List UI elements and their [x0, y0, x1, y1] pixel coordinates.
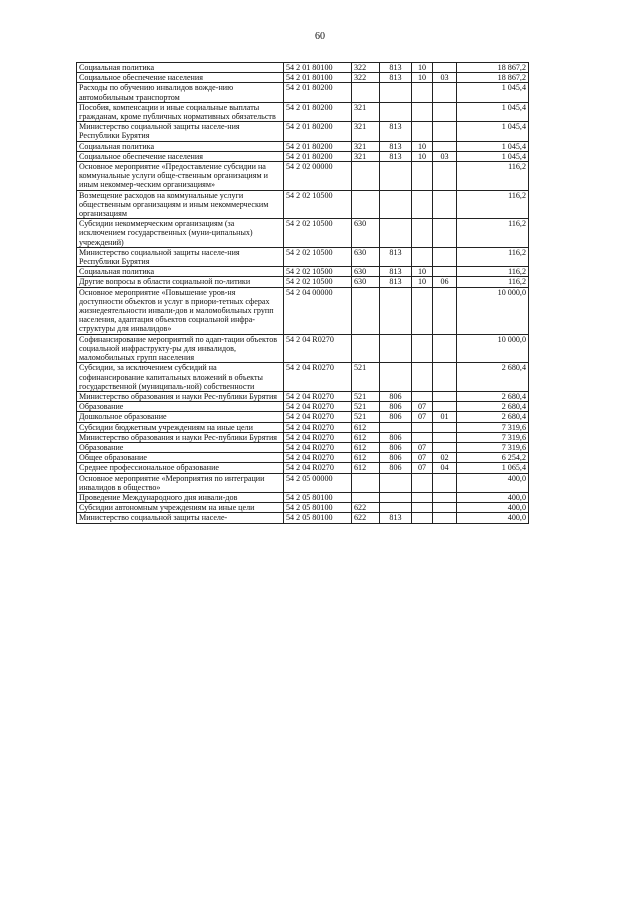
amount-cell: 400,0	[457, 492, 529, 502]
target-article-code-cell: 54 2 04 R0270	[284, 363, 352, 392]
expense-type-code-cell: 612	[352, 453, 380, 463]
target-article-code-cell: 54 2 05 80100	[284, 503, 352, 513]
section-code-cell: 07	[412, 402, 433, 412]
section-code-cell	[412, 503, 433, 513]
section-code-cell	[412, 492, 433, 502]
subsection-code-cell	[433, 63, 457, 73]
expense-type-code-cell: 322	[352, 63, 380, 73]
table-row	[77, 219, 529, 248]
section-code-cell	[412, 513, 433, 523]
amount-cell: 116,2	[457, 162, 529, 191]
table-row	[77, 391, 529, 401]
budget-table	[76, 62, 529, 524]
section-code-cell: 10	[412, 267, 433, 277]
subsection-code-cell	[433, 190, 457, 219]
section-code-cell: 10	[412, 63, 433, 73]
row-name-cell: Проведение Международного дня инвали-дов	[77, 492, 284, 502]
expense-type-code-cell	[352, 492, 380, 502]
target-article-code-cell: 54 2 04 00000	[284, 287, 352, 334]
subsection-code-cell	[433, 422, 457, 432]
target-article-code-cell: 54 2 01 80200	[284, 122, 352, 141]
expense-type-code-cell: 630	[352, 219, 380, 248]
row-name-cell: Пособия, компенсации и иные социальные выплаты гражданам, кроме публичных нормативных обязательств	[77, 102, 284, 121]
subsection-code-cell: 04	[433, 463, 457, 473]
row-name-cell: Субсидии, за исключением субсидий на софинансирование капитальных вложений в объекты государственной (муниципаль-ной) собственности	[77, 363, 284, 392]
section-code-cell: 07	[412, 442, 433, 452]
ministry-code-cell: 813	[380, 122, 412, 141]
ministry-code-cell: 813	[380, 73, 412, 83]
target-article-code-cell: 54 2 04 R0270	[284, 402, 352, 412]
ministry-code-cell	[380, 503, 412, 513]
row-name-cell: Министерство социальной защиты населе-	[77, 513, 284, 523]
amount-cell: 7 319,6	[457, 442, 529, 452]
ministry-code-cell	[380, 287, 412, 334]
expense-type-code-cell: 321	[352, 141, 380, 151]
section-code-cell: 07	[412, 453, 433, 463]
row-name-cell: Министерство образования и науки Рес-публики Бурятия	[77, 391, 284, 401]
expense-type-code-cell: 630	[352, 247, 380, 266]
amount-cell: 10 000,0	[457, 287, 529, 334]
amount-cell: 116,2	[457, 219, 529, 248]
section-code-cell	[412, 363, 433, 392]
subsection-code-cell	[433, 503, 457, 513]
row-name-cell: Другие вопросы в области социальной по-литики	[77, 277, 284, 287]
table-row	[77, 63, 529, 73]
amount-cell: 1 045,4	[457, 102, 529, 121]
row-name-cell: Социальная политика	[77, 267, 284, 277]
row-name-cell: Субсидии бюджетным учреждениям на иные цели	[77, 422, 284, 432]
target-article-code-cell: 54 2 04 R0270	[284, 391, 352, 401]
expense-type-code-cell: 630	[352, 267, 380, 277]
row-name-cell: Министерство социальной защиты населе-ния Республики Бурятия	[77, 247, 284, 266]
subsection-code-cell	[433, 267, 457, 277]
amount-cell: 7 319,6	[457, 432, 529, 442]
amount-cell: 1 065,4	[457, 463, 529, 473]
ministry-code-cell: 806	[380, 442, 412, 452]
amount-cell: 400,0	[457, 473, 529, 492]
ministry-code-cell: 813	[380, 277, 412, 287]
expense-type-code-cell: 612	[352, 422, 380, 432]
expense-type-code-cell: 612	[352, 442, 380, 452]
table-row	[77, 503, 529, 513]
amount-cell: 116,2	[457, 190, 529, 219]
ministry-code-cell: 813	[380, 513, 412, 523]
section-code-cell	[412, 102, 433, 121]
table-row	[77, 122, 529, 141]
table-row	[77, 190, 529, 219]
section-code-cell	[412, 83, 433, 102]
section-code-cell: 10	[412, 73, 433, 83]
subsection-code-cell	[433, 363, 457, 392]
table-row	[77, 267, 529, 277]
target-article-code-cell: 54 2 04 R0270	[284, 453, 352, 463]
target-article-code-cell: 54 2 01 80200	[284, 151, 352, 161]
amount-cell: 1 045,4	[457, 151, 529, 161]
row-name-cell: Социальная политика	[77, 141, 284, 151]
expense-type-code-cell: 630	[352, 277, 380, 287]
subsection-code-cell	[433, 334, 457, 363]
target-article-code-cell: 54 2 02 10500	[284, 267, 352, 277]
target-article-code-cell: 54 2 04 R0270	[284, 334, 352, 363]
ministry-code-cell: 813	[380, 141, 412, 151]
target-article-code-cell: 54 2 02 10500	[284, 219, 352, 248]
target-article-code-cell: 54 2 05 80100	[284, 492, 352, 502]
table-row	[77, 463, 529, 473]
row-name-cell: Возмещение расходов на коммунальные услуги общественным организациям и иным некоммерческим организациям	[77, 190, 284, 219]
target-article-code-cell: 54 2 01 80200	[284, 102, 352, 121]
expense-type-code-cell	[352, 83, 380, 102]
ministry-code-cell	[380, 473, 412, 492]
subsection-code-cell	[433, 162, 457, 191]
section-code-cell	[412, 190, 433, 219]
ministry-code-cell	[380, 422, 412, 432]
row-name-cell: Образование	[77, 402, 284, 412]
row-name-cell: Основное мероприятие «Повышение уров-ня доступности объектов и услуг в приори-тетных сферах жизнедеятельности инвали-дов и маломобильных групп населения, адаптация объектов социальной инфра-структуры для инвалидов»	[77, 287, 284, 334]
subsection-code-cell	[433, 102, 457, 121]
section-code-cell	[412, 287, 433, 334]
target-article-code-cell: 54 2 01 80200	[284, 83, 352, 102]
table-row	[77, 287, 529, 334]
subsection-code-cell	[433, 473, 457, 492]
row-name-cell: Расходы по обучению инвалидов вожде-нию автомобильным транспортом	[77, 83, 284, 102]
subsection-code-cell: 02	[433, 453, 457, 463]
row-name-cell: Социальное обеспечение населения	[77, 73, 284, 83]
section-code-cell: 07	[412, 463, 433, 473]
ministry-code-cell: 813	[380, 267, 412, 277]
ministry-code-cell: 813	[380, 63, 412, 73]
table-row	[77, 102, 529, 121]
section-code-cell: 10	[412, 141, 433, 151]
target-article-code-cell: 54 2 02 10500	[284, 247, 352, 266]
row-name-cell: Среднее профессиональное образование	[77, 463, 284, 473]
table-row	[77, 83, 529, 102]
section-code-cell	[412, 247, 433, 266]
row-name-cell: Социальное обеспечение населения	[77, 151, 284, 161]
amount-cell: 1 045,4	[457, 122, 529, 141]
amount-cell: 18 867,2	[457, 63, 529, 73]
table-row	[77, 162, 529, 191]
subsection-code-cell	[433, 83, 457, 102]
expense-type-code-cell	[352, 473, 380, 492]
row-name-cell: Министерство образования и науки Рес-публики Бурятия	[77, 432, 284, 442]
subsection-code-cell: 03	[433, 73, 457, 83]
ministry-code-cell	[380, 363, 412, 392]
target-article-code-cell: 54 2 05 00000	[284, 473, 352, 492]
section-code-cell	[412, 122, 433, 141]
subsection-code-cell	[433, 492, 457, 502]
expense-type-code-cell	[352, 190, 380, 219]
subsection-code-cell	[433, 122, 457, 141]
expense-type-code-cell: 622	[352, 513, 380, 523]
ministry-code-cell	[380, 334, 412, 363]
page-number: 60	[315, 31, 325, 42]
row-name-cell: Софинансирование мероприятий по адап-тации объектов социальной инфраструкту-ры для инвалидов, маломобильных групп населения	[77, 334, 284, 363]
row-name-cell: Общее образование	[77, 453, 284, 463]
target-article-code-cell: 54 2 04 R0270	[284, 422, 352, 432]
table-row	[77, 473, 529, 492]
subsection-code-cell	[433, 432, 457, 442]
target-article-code-cell: 54 2 02 10500	[284, 190, 352, 219]
expense-type-code-cell: 612	[352, 432, 380, 442]
target-article-code-cell: 54 2 01 80200	[284, 141, 352, 151]
section-code-cell	[412, 334, 433, 363]
subsection-code-cell: 03	[433, 151, 457, 161]
target-article-code-cell: 54 2 02 10500	[284, 277, 352, 287]
expense-type-code-cell: 321	[352, 151, 380, 161]
expense-type-code-cell: 521	[352, 363, 380, 392]
expense-type-code-cell	[352, 287, 380, 334]
section-code-cell	[412, 422, 433, 432]
amount-cell: 1 045,4	[457, 141, 529, 151]
subsection-code-cell	[433, 141, 457, 151]
amount-cell: 6 254,2	[457, 453, 529, 463]
row-name-cell: Основное мероприятие «Мероприятия по интеграции инвалидов в общество»	[77, 473, 284, 492]
expense-type-code-cell: 321	[352, 102, 380, 121]
target-article-code-cell: 54 2 01 80100	[284, 73, 352, 83]
ministry-code-cell: 806	[380, 412, 412, 422]
expense-type-code-cell: 521	[352, 402, 380, 412]
section-code-cell: 07	[412, 412, 433, 422]
expense-type-code-cell: 612	[352, 463, 380, 473]
section-code-cell	[412, 391, 433, 401]
table-row	[77, 402, 529, 412]
budget-table-body	[77, 63, 529, 524]
table-row	[77, 247, 529, 266]
ministry-code-cell	[380, 83, 412, 102]
expense-type-code-cell: 622	[352, 503, 380, 513]
ministry-code-cell: 806	[380, 391, 412, 401]
row-name-cell: Социальная политика	[77, 63, 284, 73]
section-code-cell	[412, 162, 433, 191]
expense-type-code-cell: 521	[352, 391, 380, 401]
table-row	[77, 141, 529, 151]
section-code-cell	[412, 432, 433, 442]
section-code-cell: 10	[412, 277, 433, 287]
subsection-code-cell	[433, 402, 457, 412]
amount-cell: 7 319,6	[457, 422, 529, 432]
ministry-code-cell	[380, 162, 412, 191]
amount-cell: 116,2	[457, 267, 529, 277]
row-name-cell: Основное мероприятие «Предоставление субсидии на коммунальные услуги обще-ственным организациям и иным некоммер-ческим организациям»	[77, 162, 284, 191]
target-article-code-cell: 54 2 02 00000	[284, 162, 352, 191]
amount-cell: 400,0	[457, 503, 529, 513]
target-article-code-cell: 54 2 04 R0270	[284, 432, 352, 442]
amount-cell: 116,2	[457, 277, 529, 287]
ministry-code-cell	[380, 219, 412, 248]
table-row	[77, 422, 529, 432]
target-article-code-cell: 54 2 05 80100	[284, 513, 352, 523]
row-name-cell: Образование	[77, 442, 284, 452]
ministry-code-cell: 806	[380, 432, 412, 442]
ministry-code-cell: 806	[380, 402, 412, 412]
table-row	[77, 412, 529, 422]
amount-cell: 1 045,4	[457, 83, 529, 102]
table-row	[77, 334, 529, 363]
expense-type-code-cell: 321	[352, 122, 380, 141]
table-row	[77, 442, 529, 452]
ministry-code-cell: 813	[380, 247, 412, 266]
target-article-code-cell: 54 2 01 80100	[284, 63, 352, 73]
row-name-cell: Субсидии некоммерческим организациям (за исключением государственных (муни-ципальных) учреждений)	[77, 219, 284, 248]
amount-cell: 2 680,4	[457, 363, 529, 392]
section-code-cell	[412, 219, 433, 248]
table-row	[77, 151, 529, 161]
expense-type-code-cell	[352, 162, 380, 191]
ministry-code-cell: 806	[380, 453, 412, 463]
expense-type-code-cell: 521	[352, 412, 380, 422]
subsection-code-cell	[433, 287, 457, 334]
subsection-code-cell	[433, 442, 457, 452]
table-row	[77, 453, 529, 463]
table-row	[77, 73, 529, 83]
subsection-code-cell: 06	[433, 277, 457, 287]
table-row	[77, 513, 529, 523]
ministry-code-cell	[380, 492, 412, 502]
target-article-code-cell: 54 2 04 R0270	[284, 442, 352, 452]
amount-cell: 400,0	[457, 513, 529, 523]
subsection-code-cell	[433, 247, 457, 266]
amount-cell: 18 867,2	[457, 73, 529, 83]
subsection-code-cell: 01	[433, 412, 457, 422]
ministry-code-cell	[380, 102, 412, 121]
amount-cell: 2 680,4	[457, 402, 529, 412]
amount-cell: 10 000,0	[457, 334, 529, 363]
expense-type-code-cell	[352, 334, 380, 363]
target-article-code-cell: 54 2 04 R0270	[284, 463, 352, 473]
ministry-code-cell: 806	[380, 463, 412, 473]
table-row	[77, 363, 529, 392]
amount-cell: 2 680,4	[457, 412, 529, 422]
subsection-code-cell	[433, 219, 457, 248]
expense-type-code-cell: 322	[352, 73, 380, 83]
subsection-code-cell	[433, 391, 457, 401]
section-code-cell: 10	[412, 151, 433, 161]
row-name-cell: Дошкольное образование	[77, 412, 284, 422]
row-name-cell: Субсидии автономным учреждениям на иные цели	[77, 503, 284, 513]
target-article-code-cell: 54 2 04 R0270	[284, 412, 352, 422]
ministry-code-cell	[380, 190, 412, 219]
section-code-cell	[412, 473, 433, 492]
table-row	[77, 492, 529, 502]
table-row	[77, 432, 529, 442]
row-name-cell: Министерство социальной защиты населе-ния Республики Бурятия	[77, 122, 284, 141]
amount-cell: 116,2	[457, 247, 529, 266]
amount-cell: 2 680,4	[457, 391, 529, 401]
ministry-code-cell: 813	[380, 151, 412, 161]
subsection-code-cell	[433, 513, 457, 523]
table-row	[77, 277, 529, 287]
